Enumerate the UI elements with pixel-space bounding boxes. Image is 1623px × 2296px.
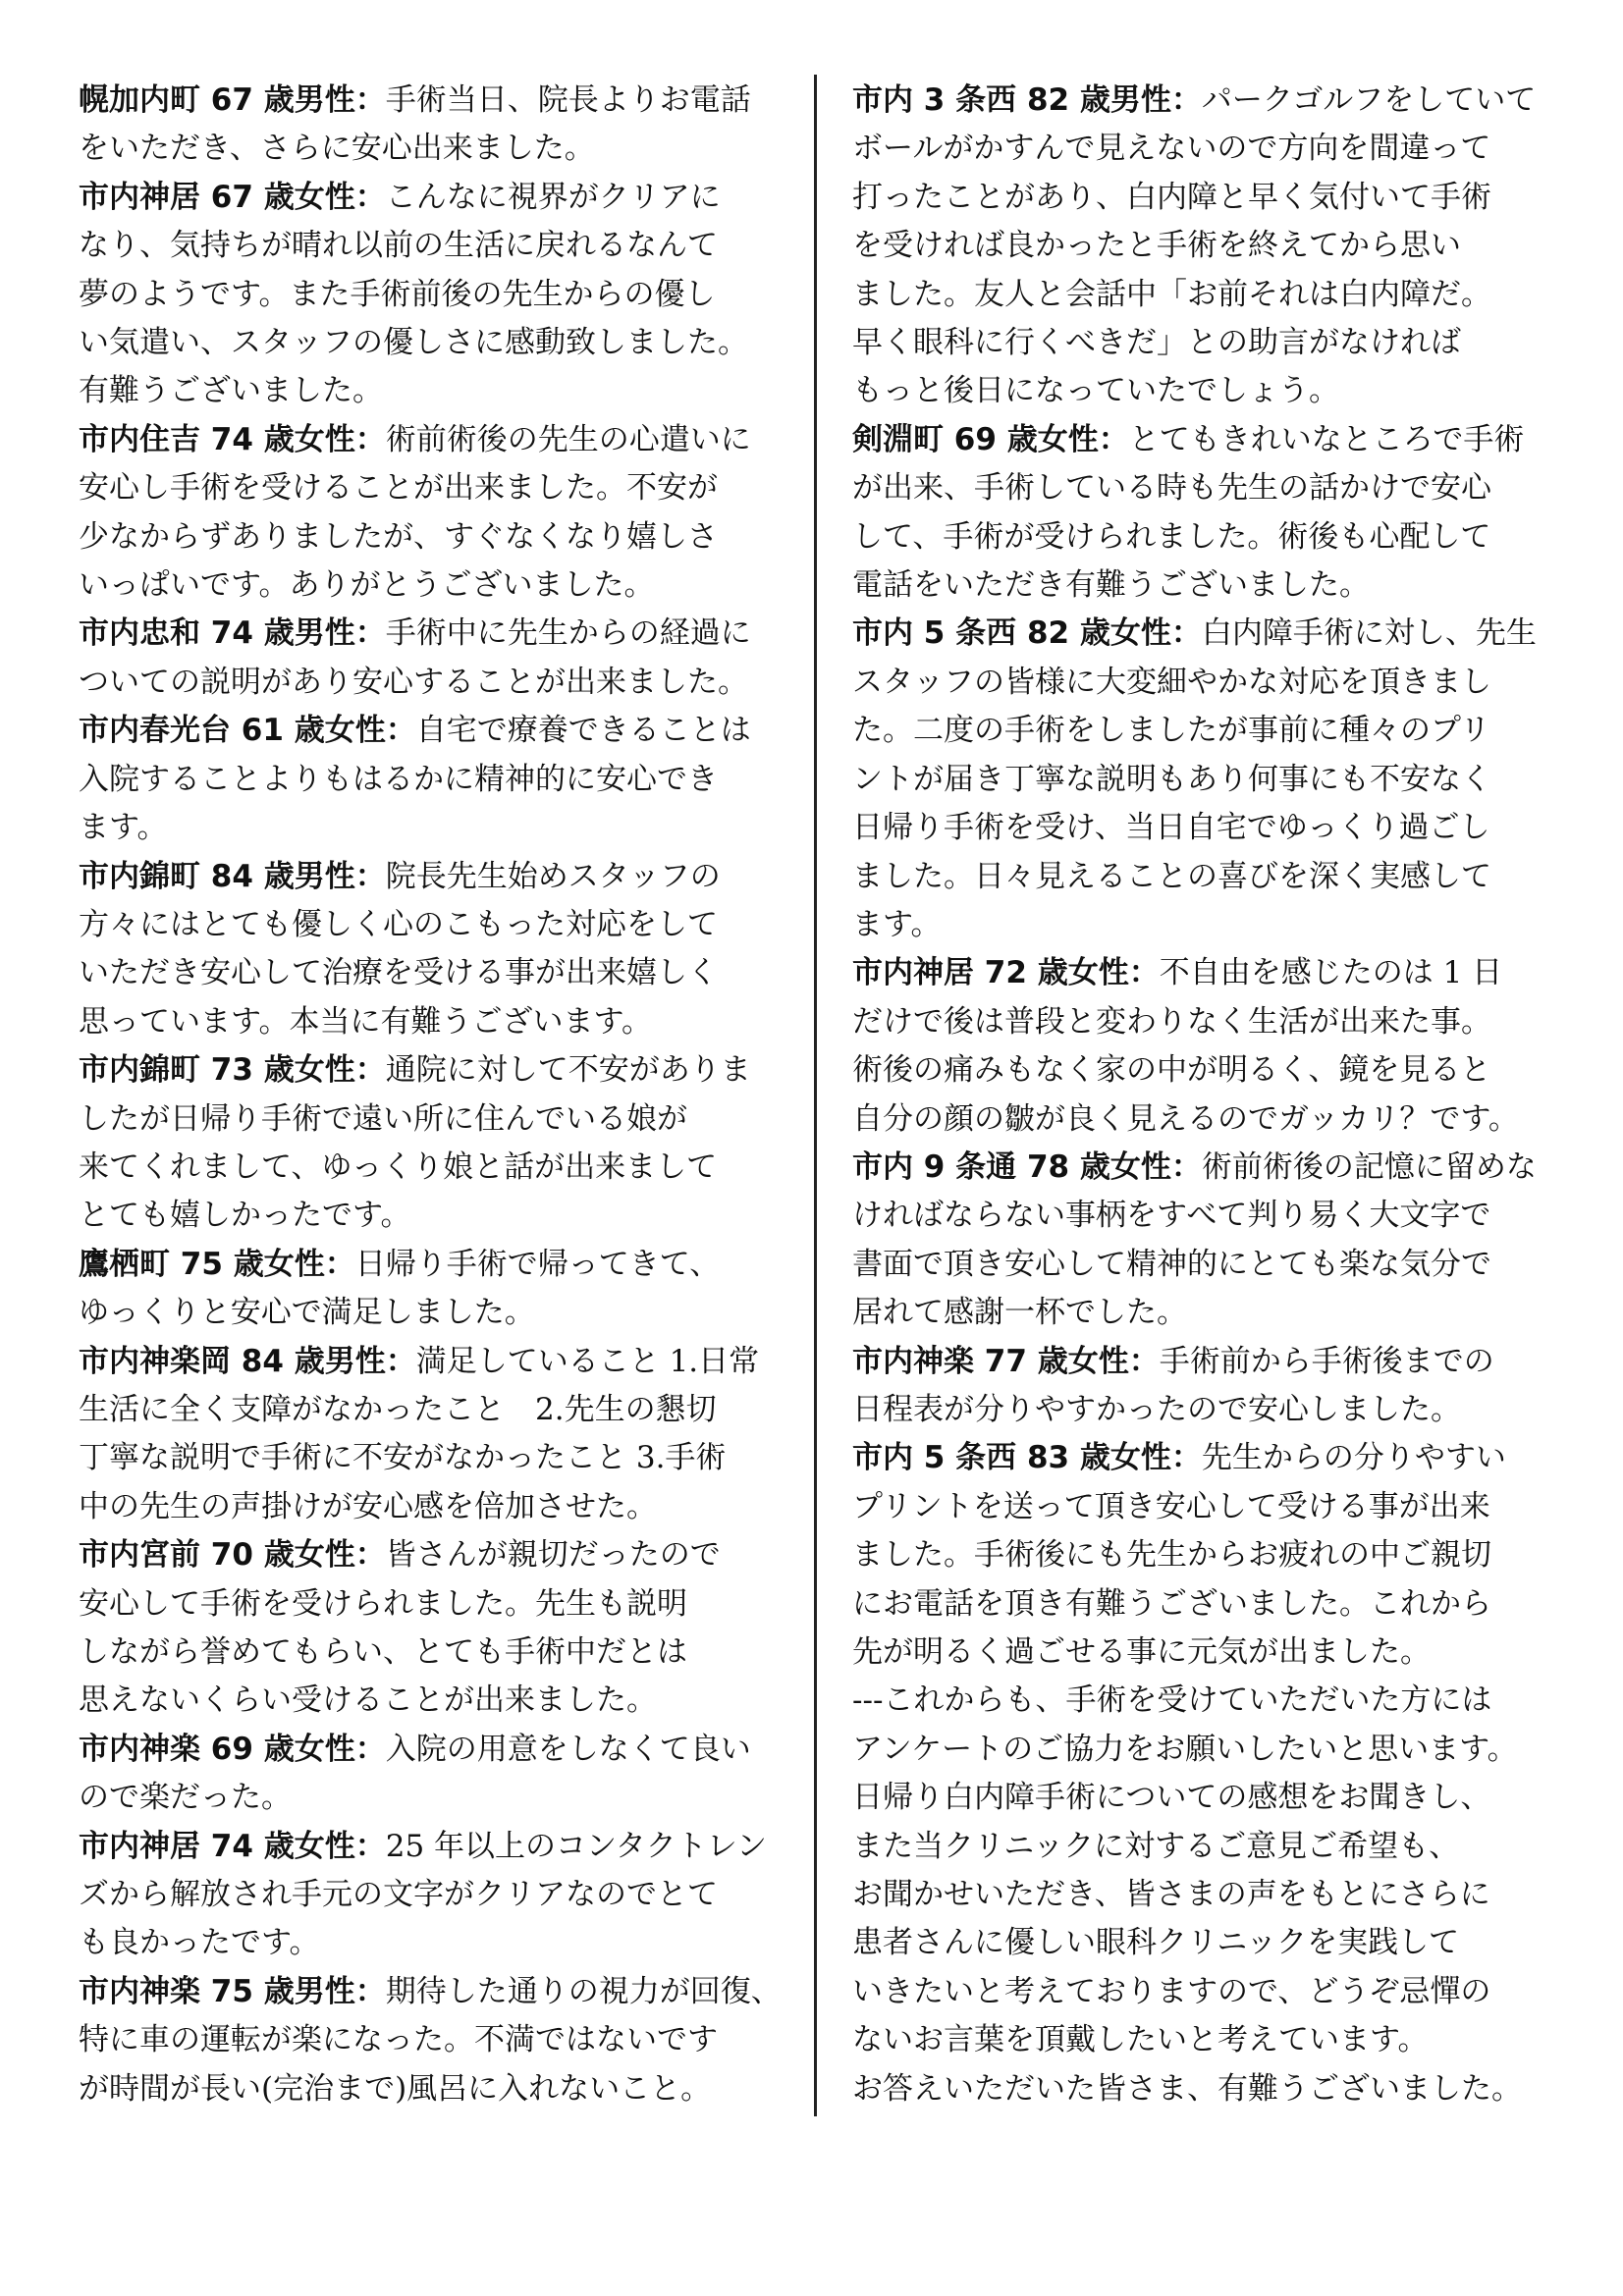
testimonial-line: したが日帰り手術で遠い所に住んでいる娘が xyxy=(79,1100,687,1137)
closing-line: お答えいただいた皆さま、有難うございました。 xyxy=(852,2070,1522,2107)
testimonial-line: 術後の痛みもなく家の中が明るく、鏡を見ると xyxy=(852,1052,1491,1089)
testimonial-line: 市内 5 条西 83 歳女性：先生からの分りやすい xyxy=(852,1440,1506,1476)
testimonial-line: 入院することよりもはるかに精神的に安心でき xyxy=(79,761,718,797)
testimonial xyxy=(79,610,785,707)
testimonial-line: 市内神楽 69 歳女性：入院の用意をしなくて良い xyxy=(79,1731,751,1767)
testimonial-line: して、手術が受けられました。術後も心配して xyxy=(852,518,1491,555)
testimonial xyxy=(79,1338,785,1532)
testimonial xyxy=(79,1968,785,2113)
respondent-label: 市内 9 条通 78 歳女性 xyxy=(852,1148,1171,1185)
respondent-label: 市内神居 67 歳女性 xyxy=(79,179,355,215)
testimonial xyxy=(79,1531,785,1726)
testimonial-line: 剣淵町 69 歳女性：とてもきれいなところで手術 xyxy=(852,421,1525,457)
testimonial-line: しながら誉めてもらい、とても手術中だとは xyxy=(79,1634,687,1670)
respondent-label: 市内神楽 77 歳女性 xyxy=(852,1343,1129,1379)
testimonial-line: 夢のようです。また手術前後の先生からの優し xyxy=(79,276,716,312)
respondent-label: 市内住吉 74 歳女性 xyxy=(79,421,355,457)
right-column xyxy=(852,77,1575,2113)
testimonial-line: 来てくれまして、ゆっくり娘と話が出来まして xyxy=(79,1148,718,1185)
testimonial xyxy=(852,416,1575,611)
testimonial-line: ました。友人と会話中「お前それは白内障だ。 xyxy=(852,276,1491,312)
testimonial-line: 安心し手術を受けることが出来ました。不安が xyxy=(79,470,718,507)
testimonial-line: 市内宮前 70 歳女性：皆さんが親切だったので xyxy=(79,1537,721,1574)
testimonial-line: いっぱいです。ありがとうございました。 xyxy=(79,567,655,604)
testimonial-line: 有難うございました。 xyxy=(79,373,383,409)
testimonial-line: だけで後は普段と変わりなく生活が出来た事。 xyxy=(852,1003,1491,1040)
testimonial xyxy=(79,1241,785,1338)
testimonial xyxy=(852,1434,1575,1677)
testimonial-line: ました。日々見えることの喜びを深く実感して xyxy=(852,858,1491,894)
testimonial-line: ます。 xyxy=(79,810,168,846)
testimonial-line: 居れて感謝一杯でした。 xyxy=(852,1295,1187,1331)
testimonial xyxy=(79,174,785,416)
testimonial-line: が時間が長い(完治まで)風呂に入れないこと。 xyxy=(79,2070,712,2107)
testimonial-line: 丁寧な説明で手術に不安がなかったこと 3.手術 xyxy=(79,1440,727,1476)
testimonial-line: 市内 3 条西 82 歳男性：パークゴルフをしていて xyxy=(852,82,1537,118)
testimonial-line: ズから解放され手元の文字がクリアなのでとて xyxy=(79,1877,718,1913)
testimonial-line: 市内忠和 74 歳男性：手術中に先生からの経過に xyxy=(79,615,751,652)
testimonial-line: ければならない事柄をすべて判り易く大文字で xyxy=(852,1198,1491,1234)
closing-line: いきたいと考えておりますので、どうぞ忌憚の xyxy=(852,1973,1491,2009)
testimonial-line: とても嬉しかったです。 xyxy=(79,1198,411,1234)
closing-line: お聞かせいただき、皆さまの声をもとにさらに xyxy=(852,1877,1490,1913)
respondent-label: 市内神居 72 歳女性 xyxy=(852,955,1129,991)
testimonial-line: ントが届き丁寧な説明もあり何事にも不安なく xyxy=(852,761,1491,797)
testimonial-line: ので楽だった。 xyxy=(79,1780,292,1816)
respondent-label: 市内 3 条西 82 歳男性 xyxy=(852,82,1171,118)
respondent-label: 市内 5 条西 82 歳女性 xyxy=(852,615,1171,652)
closing-message xyxy=(852,1677,1575,2113)
testimonial-line: 日帰り手術を受け、当日自宅でゆっくり過ごし xyxy=(852,810,1490,846)
testimonial-line: 市内春光台 61 歳女性：自宅で療養できることは xyxy=(79,713,751,749)
respondent-label: 市内 5 条西 83 歳女性 xyxy=(852,1440,1171,1476)
testimonial-line: ます。 xyxy=(852,906,942,942)
testimonial xyxy=(852,1338,1575,1435)
testimonial xyxy=(852,610,1575,949)
testimonial-line: 先が明るく過ごせる事に元気が出ました。 xyxy=(852,1634,1431,1670)
testimonial-line: 市内 9 条通 78 歳女性：術前術後の記憶に留めな xyxy=(852,1148,1537,1185)
testimonial-line: なり、気持ちが晴れ以前の生活に戻れるなんて xyxy=(79,228,718,264)
respondent-label: 剣淵町 69 歳女性 xyxy=(852,421,1099,457)
testimonial-line: もっと後日になっていたでしょう。 xyxy=(852,373,1339,409)
testimonial-line: 市内神楽岡 84 歳男性：満足していること 1.日常 xyxy=(79,1343,760,1379)
testimonial-line: 少なからずありましたが、すぐなくなり嬉しさ xyxy=(79,518,718,555)
testimonial xyxy=(79,1046,785,1241)
testimonial-line: プリントを送って頂き安心して受ける事が出来 xyxy=(852,1488,1490,1524)
testimonial-line: ボールがかすんで見えないので方向を間違って xyxy=(852,131,1491,167)
testimonial xyxy=(79,77,785,174)
respondent-label: 市内春光台 61 歳女性 xyxy=(79,713,386,749)
closing-line: アンケートのご協力をお願いしたいと思います。 xyxy=(852,1731,1518,1767)
respondent-label: 市内錦町 73 歳女性 xyxy=(79,1052,355,1089)
respondent-label: 市内神楽 69 歳女性 xyxy=(79,1731,355,1767)
testimonial-line: 思えないくらい受けることが出来ました。 xyxy=(79,1682,657,1719)
testimonial xyxy=(79,1823,785,1968)
testimonial-line: 鷹栖町 75 歳女性：日帰り手術で帰ってきて、 xyxy=(79,1246,721,1282)
testimonial xyxy=(852,1144,1575,1338)
testimonial-line: ゆっくりと安心で満足しました。 xyxy=(79,1295,535,1331)
testimonial xyxy=(852,77,1575,416)
testimonial-line: 特に車の運転が楽になった。不満ではないです xyxy=(79,2022,718,2058)
testimonial-line: ました。手術後にも先生からお疲れの中ご親切 xyxy=(852,1537,1491,1574)
testimonial-line: スタッフの皆様に大変細やかな対応を頂きまし xyxy=(852,664,1491,700)
testimonial-line: 幌加内町 67 歳男性：手術当日、院長よりお電話 xyxy=(79,82,751,118)
testimonial-line: 生活に全く支障がなかったこと 2.先生の懇切 xyxy=(79,1391,717,1427)
testimonial-line: い気遣い、スタッフの優しさに感動致しました。 xyxy=(79,325,748,361)
respondent-label: 市内錦町 84 歳男性 xyxy=(79,858,355,894)
closing-line: 患者さんに優しい眼科クリニックを実践して xyxy=(852,1925,1460,1961)
testimonial xyxy=(79,416,785,611)
testimonial-line: 方々にはとても優しく心のこもった対応をして xyxy=(79,906,718,942)
testimonial-line: 日程表が分りやすかったので安心しました。 xyxy=(852,1391,1461,1427)
testimonial-line: 書面で頂き安心して精神的にとても楽な気分で xyxy=(852,1246,1491,1282)
respondent-label: 市内神楽 75 歳男性 xyxy=(79,1973,355,2009)
testimonial-line: も良かったです。 xyxy=(79,1925,320,1961)
respondent-label: 鷹栖町 75 歳女性 xyxy=(79,1246,325,1282)
testimonial xyxy=(79,707,785,852)
testimonial-line: 思っています。本当に有難うございます。 xyxy=(79,1003,653,1040)
respondent-label: 市内忠和 74 歳男性 xyxy=(79,615,355,652)
testimonial xyxy=(79,853,785,1047)
testimonial-line: た。二度の手術をしましたが事前に種々のプリ xyxy=(852,713,1490,749)
testimonial-line: 市内錦町 73 歳女性：通院に対して不安がありま xyxy=(79,1052,751,1089)
testimonial-line: 市内神楽 75 歳男性：期待した通りの視力が回復、 xyxy=(79,1973,782,2009)
respondent-label: 市内神楽岡 84 歳男性 xyxy=(79,1343,386,1379)
closing-line: ---これからも、手術を受けていただいた方には xyxy=(852,1682,1492,1719)
respondent-label: 市内神居 74 歳女性 xyxy=(79,1828,355,1864)
respondent-label: 幌加内町 67 歳男性 xyxy=(79,82,355,118)
testimonial-line: 中の先生の声掛けが安心感を倍加させた。 xyxy=(79,1488,657,1524)
closing-line: また当クリニックに対するご意見ご希望も、 xyxy=(852,1828,1460,1864)
closing-line: 日帰り白内障手術についての感想をお聞きし、 xyxy=(852,1780,1491,1816)
testimonial-line: いただき安心して治療を受ける事が出来嬉しく xyxy=(79,955,718,991)
testimonial-line: 打ったことがあり、白内障と早く気付いて手術 xyxy=(852,179,1491,215)
testimonial-line: 安心して手術を受けられました。先生も説明 xyxy=(79,1585,687,1622)
testimonial-line: 市内神居 72 歳女性：不自由を感じたのは 1 日 xyxy=(852,955,1503,991)
testimonial-line: 市内神居 67 歳女性：こんなに視界がクリアに xyxy=(79,179,721,215)
testimonial-line: 市内神楽 77 歳女性：手術前から手術後までの xyxy=(852,1343,1494,1379)
testimonial-line: 市内住吉 74 歳女性：術前術後の先生の心遣いに xyxy=(79,421,751,457)
testimonial xyxy=(852,949,1575,1144)
testimonial-line: 電話をいただき有難うございました。 xyxy=(852,567,1370,604)
testimonial-line: にお電話を頂き有難うございました。これから xyxy=(852,1585,1491,1622)
testimonial-line: 早く眼科に行くべきだ」との助言がなければ xyxy=(852,325,1461,361)
testimonial-line: をいただき、さらに安心出来ました。 xyxy=(79,131,595,167)
testimonial-line: ついての説明があり安心することが出来ました。 xyxy=(79,664,748,700)
closing-line: ないお言葉を頂戴したいと考えています。 xyxy=(852,2022,1429,2058)
testimonial-line: 市内神居 74 歳女性：25 年以上のコンタクトレン xyxy=(79,1828,768,1864)
column-divider xyxy=(814,75,817,2116)
testimonial-line: 自分の顔の皺が良く見えるのでガッカリ？です。 xyxy=(852,1100,1519,1137)
testimonial xyxy=(79,1726,785,1823)
testimonial-line: が出来、手術している時も先生の話かけで安心 xyxy=(852,470,1491,507)
testimonial-line: を受ければ良かったと手術を終えてから思い xyxy=(852,228,1461,264)
testimonial-line: 市内錦町 84 歳男性：院長先生始めスタッフの xyxy=(79,858,721,894)
testimonial-line: 市内 5 条西 82 歳女性：白内障手術に対し、先生 xyxy=(852,615,1537,652)
respondent-label: 市内宮前 70 歳女性 xyxy=(79,1537,355,1574)
left-column xyxy=(79,77,785,2113)
